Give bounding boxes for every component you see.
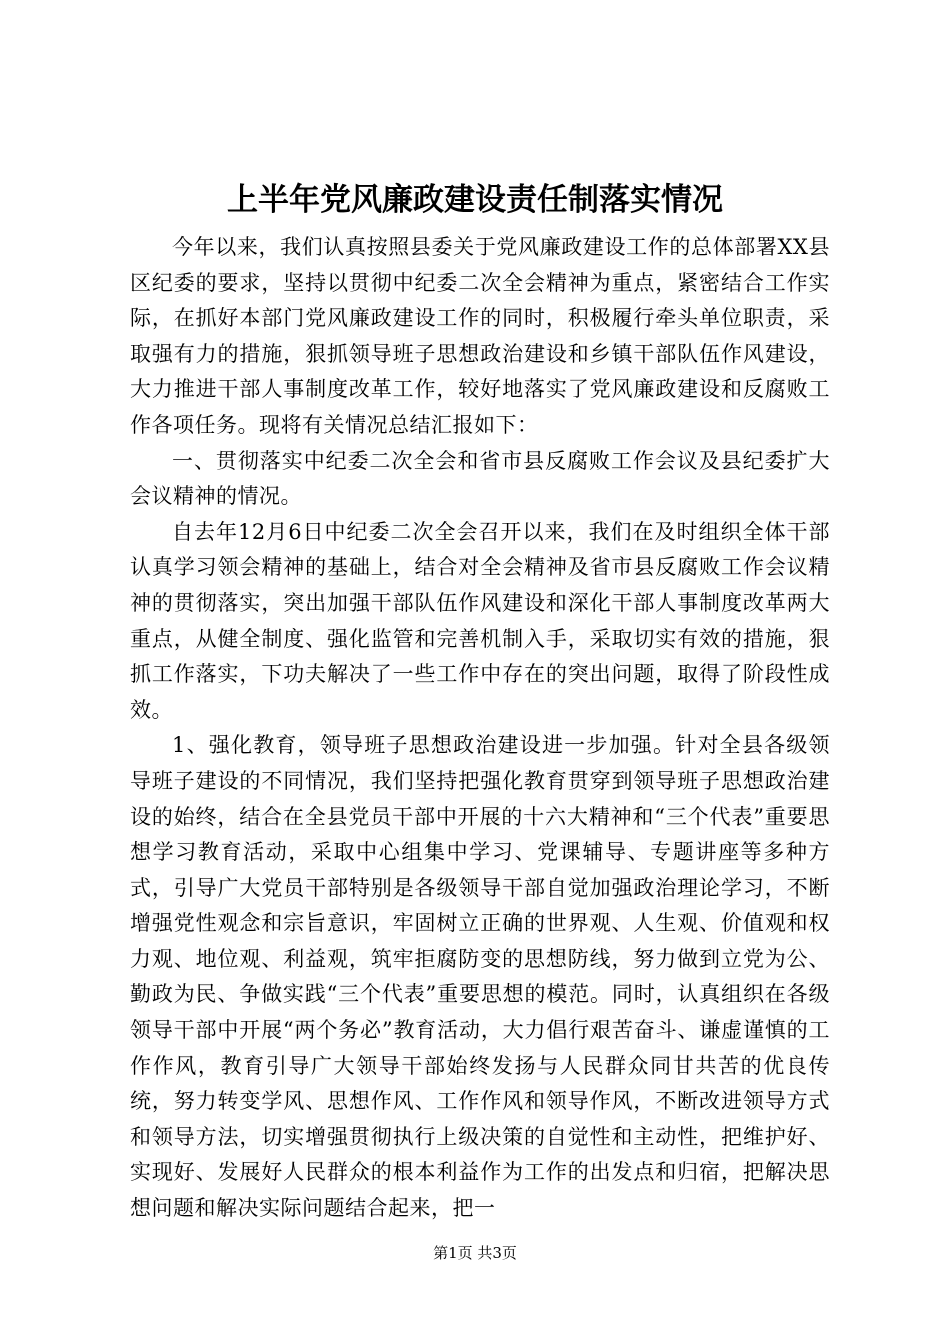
paragraph-section-heading: 一、贯彻落实中纪委二次全会和省市县反腐败工作会议及县纪委扩大会议精神的情况。 [130,448,830,509]
page-number-footer: 第1页 共3页 [433,1244,517,1262]
paragraph-intro: 今年以来，我们认真按照县委关于党风廉政建设工作的总体部署XX县区纪委的要求，坚持以贯彻中纪委二次全会精神为重点，紧密结合工作实际，在抓好本部门党风廉政建设工作的同时，积极履行牵头单位职责，采取强有力的措施，狠抓领导班子思想政治建设和乡镇干部队伍作风建设，大力推进干部人事制度改革工作，较好地落实了党风廉政建设和反腐败工作各项任务。现将有关情况总结汇报如下： [130,235,830,437]
document-title: 上半年党风廉政建设责任制落实情况 [227,182,723,218]
document-body [130,230,830,1227]
paragraph-education: 1、强化教育，领导班子思想政治建设进一步加强。针对全县各级领导班子建设的不同情况，我们坚持把强化教育贯穿到领导班子思想政治建设的始终，结合在全县党员干部中开展的十六大精神和“三个代表”重要思想学习教育活动，采取中心组集中学习、党课辅导、专题讲座等多种方式，引导广大党员干部特别是各级领导干部自觉加强政治理论学习，不断增强党性观念和宗旨意识，牢固树立正确的世界观、人生观、价值观和权力观、地位观、利益观，筑牢拒腐防变的思想防线，努力做到立党为公、勤政为民、争做实践“三个代表”重要思想的模范。同时，认真组织在各级领导干部中开展“两个务必”教育活动，大力倡行艰苦奋斗、谦虚谨慎的工作作风，教育引导广大领导干部始终发扬与人民群众同甘共苦的优良传统，努力转变学风、思想作风、工作作风和领导作风，不断改进领导方式和领导方法，切实增强贯彻执行上级决策的自觉性和主动性，把维护好、实现好、发展好人民群众的根本利益作为工作的出发点和归宿，把解决思想问题和解决实际问题结合起来，把一 [130,733,830,1221]
paragraph-progress: 自去年12月6日中纪委二次全会召开以来，我们在及时组织全体干部认真学习领会精神的基础上，结合对全会精神及省市县反腐败工作会议精神的贯彻落实，突出加强干部队伍作风建设和深化干部人事制度改革两大重点，从健全制度、强化监管和完善机制入手，采取切实有效的措施，狠抓工作落实，下功夫解决了一些工作中存在的突出问题，取得了阶段性成效。 [130,519,830,722]
